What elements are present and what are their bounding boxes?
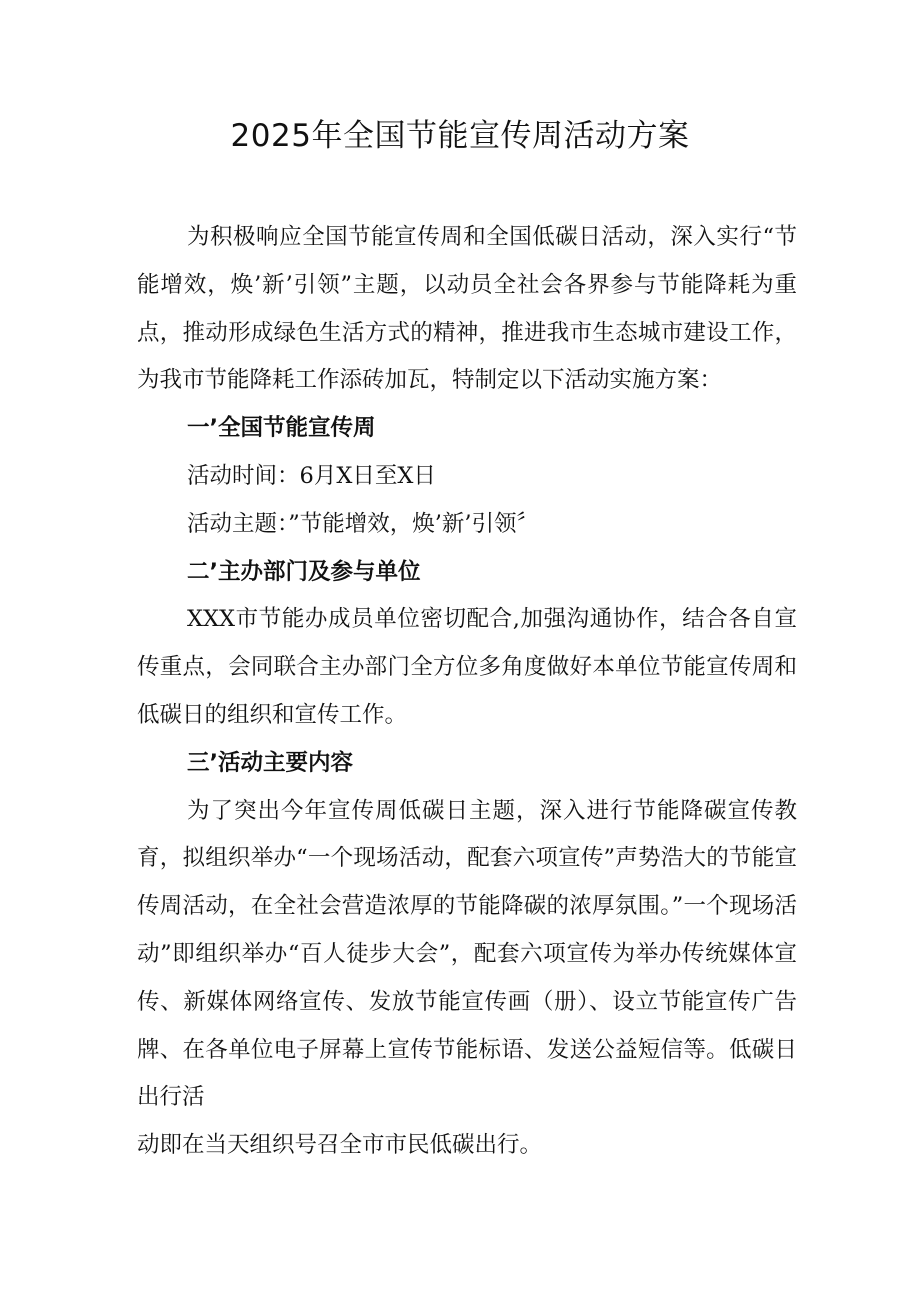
activity-time: 活动时间：6月X日至X日 [187,462,436,489]
section-3-continuation: 动即在当天组织号召全市市民低碳出行。 [137,1132,543,1159]
activity-theme: 活动主题：”节能增效，焕’新’引领〞 [187,510,540,537]
section-3-paragraph: 为了突出今年宣传周低碳日主题，深入进行节能降碳宣传教育，拟组织举办“一个现场活动，配套六项宣传”声势浩大的节能宣传周活动，在全社会营造浓厚的节能降碳的浓厚氛围。”一个现场活动”即组织举办“百人徒步大会”，配套六项宣传为举办传统媒体宣传、新媒体网络宣传、发放节能宣传画（册）、设立节能宣传广告牌、在各单位电子屏幕上宣传节能标语、发送公益短信等。低碳日出行活 [137,797,797,1111]
section-2-heading: 二’主办部门及参与单位 [187,558,421,585]
intro-paragraph: 为积极响应全国节能宣传周和全国低碳日活动，深入实行“节能增效，焕’新’引领”主题，以动员全社会各界参与节能降耗为重点，推动形成绿色生活方式的精神，推进我市生态城市建设工作，为我市节能降耗工作添砖加瓦，特制定以下活动实施方案： [137,224,797,394]
section-1-heading: 一’全国节能宣传周 [187,415,376,442]
document-body [137,214,797,1170]
document-title: 2025年全国节能宣传周活动方案 [230,118,690,154]
section-2-paragraph: XXX市节能办成员单位密切配合,加强沟通协作，结合各自宣传重点，会同联合主办部门全方位多角度做好本单位节能宣传周和低碳日的组织和宣传工作。 [137,606,797,728]
section-3-heading: 三’活动主要内容 [187,749,354,776]
